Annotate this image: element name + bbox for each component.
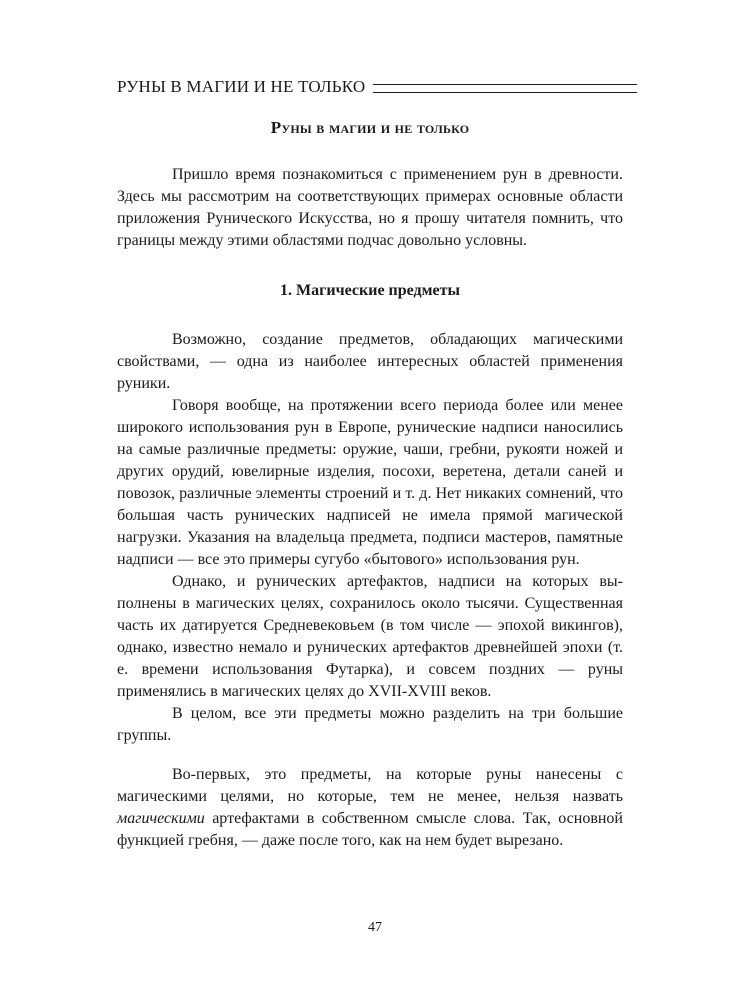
paragraph-2: Говоря вообще, на протяжении всего периода более или менее широкого использования рун в Европе, рунические надписи наносились на самые различные предметы: оружие, чаши, гребни, рукояти ножей и других орудий, ювелирные изделия, посохи, веретена, детали саней и повозок, различные элементы строений и т. д. Нет никаких сомнений, что большая часть рунических надписей не имела прямой магической нагрузки. Указания на владельца предмета, подписи мастеров, памятные надписи — все это примеры сугубо «бытового» использования рун. (117, 397, 623, 568)
page-number: 47 (368, 920, 382, 935)
body-text (117, 110, 623, 852)
paragraph-3: Однако, и рунических артефактов, надписи на которых выполнены в магических целях, сохранилось около тысячи. Существенная часть их датируется Средневековьем (в том числе — эпохой викингов), однако, известно немало и рунических артефактов древнейшей эпохи (т. е. времени использования Футарка), и совсем поздних — руны применялись в магических целях до XVII-XVIII веков. (117, 573, 623, 700)
paragraph-gap (117, 747, 623, 764)
paragraph-1: Возможно, создание предметов, обладающих магическими свойствами, — одна из наиболее интересных областей применения руники. (117, 331, 623, 392)
running-header (117, 75, 637, 99)
paragraph-5: Во-первых, это предметы, на которые руны нанесены с магическими целями, но которые, тем не менее, нельзя назвать магическими артефактами в собственном смысле слова. Так, основной функцией гребня, — даже после того, как на нем будет вырезано. (117, 766, 623, 849)
running-header-title: РУНЫ В МАГИИ И НЕ ТОЛЬКО (117, 77, 366, 96)
header-double-rule (373, 84, 637, 93)
chapter-title: Руны в магии и не только (270, 118, 470, 137)
section-title: 1. Магические предметы (280, 282, 460, 299)
intro-paragraph: Пришло время познакомиться с применением рун в древности. Здесь мы рассмотрим на соответствующих примерах основные области приложения Рунического Искусства, но я прошу читателя помнить, что границы между этими областями подчас довольно условны. (117, 166, 623, 249)
paragraph-4: В целом, все эти предметы можно разделить на три большие группы. (117, 705, 623, 744)
emphasis-text: магическими (117, 810, 205, 827)
